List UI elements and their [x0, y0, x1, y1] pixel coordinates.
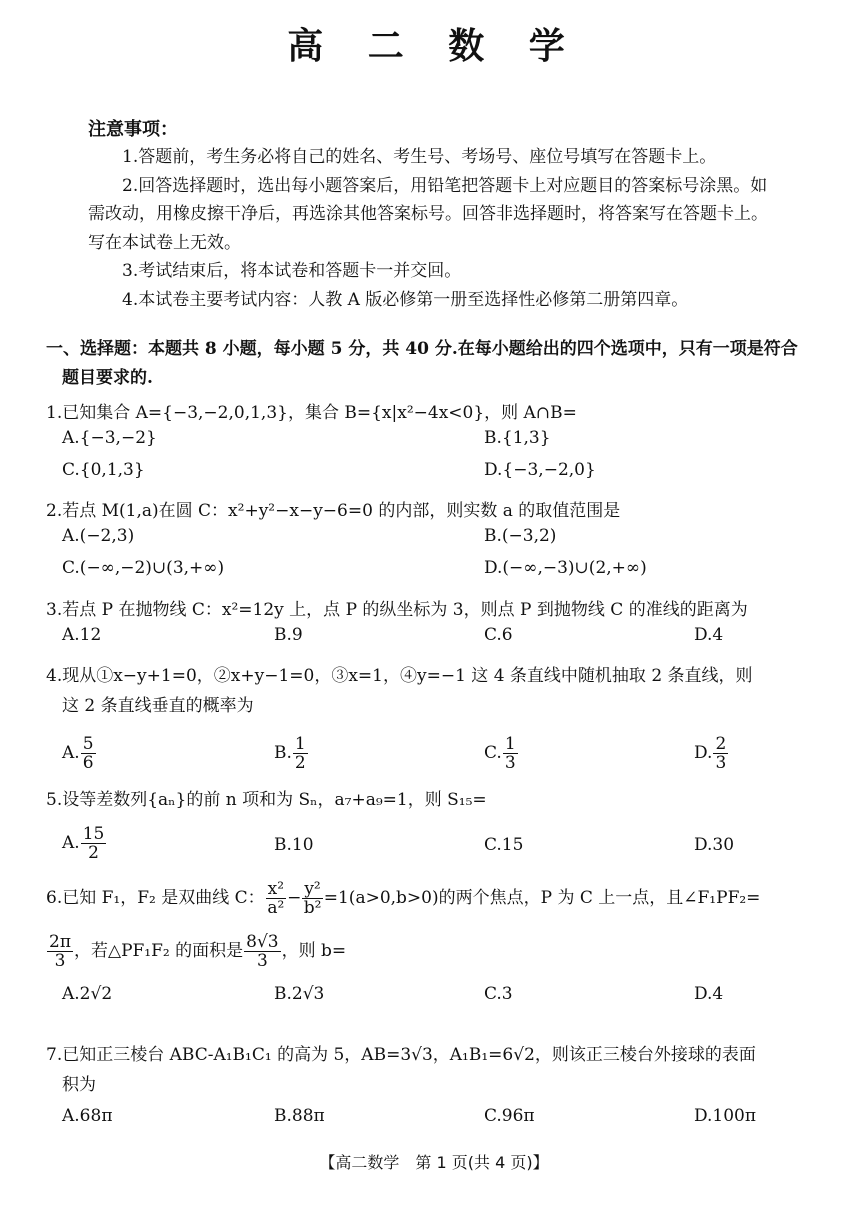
fraction — [81, 825, 107, 862]
minus-sign: − — [287, 888, 302, 908]
denominator: 3 — [715, 753, 727, 773]
numerator: 1 — [294, 734, 306, 754]
denominator: 3 — [256, 951, 268, 971]
denominator: 3 — [504, 753, 516, 773]
fraction — [266, 880, 286, 917]
denominator: 6 — [82, 753, 94, 773]
question-1-text: 1.已知集合 A={−3,−2,0,1,3}，集合 B={x|x²−4x<0}，则 A∩B= — [46, 403, 577, 423]
question-4-option-a — [62, 735, 97, 772]
question-7-line1: 7.已知正三棱台 ABC-A₁B₁C₁ 的高为 5，AB=3√3，A₁B₁=6√2，则该正三棱台外接球的表面 — [46, 1045, 756, 1065]
numerator: x² — [267, 879, 285, 899]
fraction — [713, 735, 728, 772]
question-3 — [46, 595, 836, 657]
question-2-options-row2 — [46, 558, 836, 590]
question-1 — [46, 398, 836, 492]
question-6-end: ，则 b= — [281, 941, 347, 961]
notice-item-4: 4.本试卷主要考试内容：人教 A 版必修第一册至选择性必修第二册第四章。 — [122, 289, 689, 310]
numerator: 2 — [715, 734, 727, 754]
question-5-option-c: C.15 — [484, 835, 524, 855]
question-5 — [46, 785, 836, 873]
question-7-option-b: B.88π — [274, 1106, 325, 1126]
question-3-option-d: D.4 — [694, 625, 724, 645]
question-4 — [46, 661, 836, 781]
question-5-option-d: D.30 — [694, 835, 735, 855]
option-label: A. — [62, 743, 80, 763]
notice-heading: 注意事项： — [88, 119, 178, 140]
page-footer: 【高二数学 第 1 页(共 4 页)】 — [319, 1153, 549, 1172]
question-5-option-a — [62, 825, 107, 862]
question-2 — [46, 496, 836, 590]
option-label: D. — [694, 743, 713, 763]
question-1-options-row2 — [46, 460, 836, 492]
section-heading-line1: 一、选择题：本题共 8 小题，每小题 5 分，共 40 分.在每小题给出的四个选项中，只有一项是符合 — [46, 339, 798, 359]
question-6-option-b: B.2√3 — [274, 984, 325, 1004]
fraction — [293, 735, 308, 772]
question-4-option-c — [484, 735, 519, 772]
question-4-options — [46, 729, 836, 781]
section-heading — [46, 335, 826, 393]
notice-item-3: 3.考试结束后，将本试卷和答题卡一并交回。 — [122, 261, 462, 281]
question-1-option-b: B.{1,3} — [484, 428, 551, 448]
numerator: 8√3 — [246, 932, 279, 952]
question-6-line2 — [46, 933, 836, 970]
question-7-option-d: D.100π — [694, 1106, 757, 1126]
question-2-option-d: D.(−∞,−3)∪(2,+∞) — [484, 558, 647, 578]
question-6-pre: 6.已知 F₁，F₂ 是双曲线 C： — [46, 888, 265, 908]
denominator: 3 — [54, 951, 66, 971]
numerator: y² — [304, 879, 321, 899]
question-6-post: =1(a>0,b>0)的两个焦点，P 为 C 上一点，且∠F₁PF₂= — [323, 888, 761, 908]
question-7-option-a: A.68π — [62, 1106, 113, 1126]
option-label: B. — [274, 743, 292, 763]
question-4-line2: 这 2 条直线垂直的概率为 — [62, 696, 254, 716]
fraction — [244, 933, 280, 970]
fraction — [81, 735, 96, 772]
option-label: A. — [62, 833, 80, 853]
question-7-option-c: C.96π — [484, 1106, 535, 1126]
question-1-option-d: D.{−3,−2,0} — [484, 460, 596, 480]
question-5-text: 5.设等差数列{aₙ}的前 n 项和为 Sₙ，a₇+a₉=1，则 S₁₅= — [46, 790, 487, 810]
question-6-mid: ，若△PF₁F₂ 的面积是 — [74, 941, 244, 961]
question-2-option-c: C.(−∞,−2)∪(3,+∞) — [62, 558, 225, 578]
question-4-option-b — [274, 735, 309, 772]
fraction — [302, 880, 322, 917]
question-2-text: 2.若点 M(1,a)在圆 C：x²+y²−x−y−6=0 的内部，则实数 a 的取值范围是 — [46, 501, 621, 521]
question-4-text — [46, 661, 836, 721]
question-6-option-c: C.3 — [484, 984, 513, 1004]
page-title: 高 二 数 学 — [287, 26, 581, 67]
question-1-option-a: A.{−3,−2} — [62, 428, 157, 448]
numerator: 1 — [504, 734, 516, 754]
question-6-line1 — [46, 880, 836, 917]
fraction — [503, 735, 518, 772]
denominator: 2 — [88, 843, 99, 863]
fraction — [47, 933, 73, 970]
question-6-options — [46, 984, 836, 1016]
denominator: b² — [303, 898, 322, 918]
option-label: C. — [484, 743, 502, 763]
numerator: 5 — [82, 734, 94, 754]
denominator: a² — [267, 898, 285, 918]
question-3-option-a: A.12 — [62, 625, 102, 645]
question-7-text — [46, 1040, 836, 1100]
question-2-option-a: A.(−2,3) — [62, 526, 135, 546]
section-heading-line2: 题目要求的. — [62, 368, 153, 388]
question-6-option-d: D.4 — [694, 984, 724, 1004]
question-4-line1: 4.现从①x−y+1=0，②x+y−1=0，③x=1，④y=−1 这 4 条直线中随机抽取 2 条直线，则 — [46, 666, 753, 686]
question-1-options-row1 — [46, 428, 836, 460]
denominator: 2 — [294, 753, 306, 773]
notice-item-1: 1.答题前，考生务必将自己的姓名、考生号、考场号、座位号填写在答题卡上。 — [122, 147, 717, 167]
question-7-line2: 积为 — [62, 1075, 96, 1095]
question-4-option-d — [694, 735, 729, 772]
question-2-option-b: B.(−3,2) — [484, 526, 557, 546]
question-3-option-b: B.9 — [274, 625, 303, 645]
question-6 — [46, 880, 836, 1016]
question-6-option-a: A.2√2 — [62, 984, 113, 1004]
notice-item-2: 2.回答选择题时，选出每小题答案后，用铅笔把答题卡上对应题目的答案标号涂黑。如需改动，用橡皮擦干净后，再选涂其他答案标号。回答非选择题时，将答案写在答题卡上。写在本试卷上无效。 — [88, 175, 768, 253]
question-5-option-b: B.10 — [274, 835, 314, 855]
question-1-option-c: C.{0,1,3} — [62, 460, 145, 480]
question-3-text: 3.若点 P 在抛物线 C：x²=12y 上，点 P 的纵坐标为 3，则点 P 到抛物线 C 的准线的距离为 — [46, 600, 748, 620]
numerator: 15 — [82, 824, 105, 844]
question-2-options-row1 — [46, 526, 836, 558]
question-7 — [46, 1040, 836, 1138]
notice-list — [88, 143, 778, 314]
question-5-options — [46, 821, 836, 873]
numerator: 2π — [49, 932, 71, 952]
question-3-options — [46, 625, 836, 657]
question-7-options — [46, 1106, 836, 1138]
question-3-option-c: C.6 — [484, 625, 513, 645]
